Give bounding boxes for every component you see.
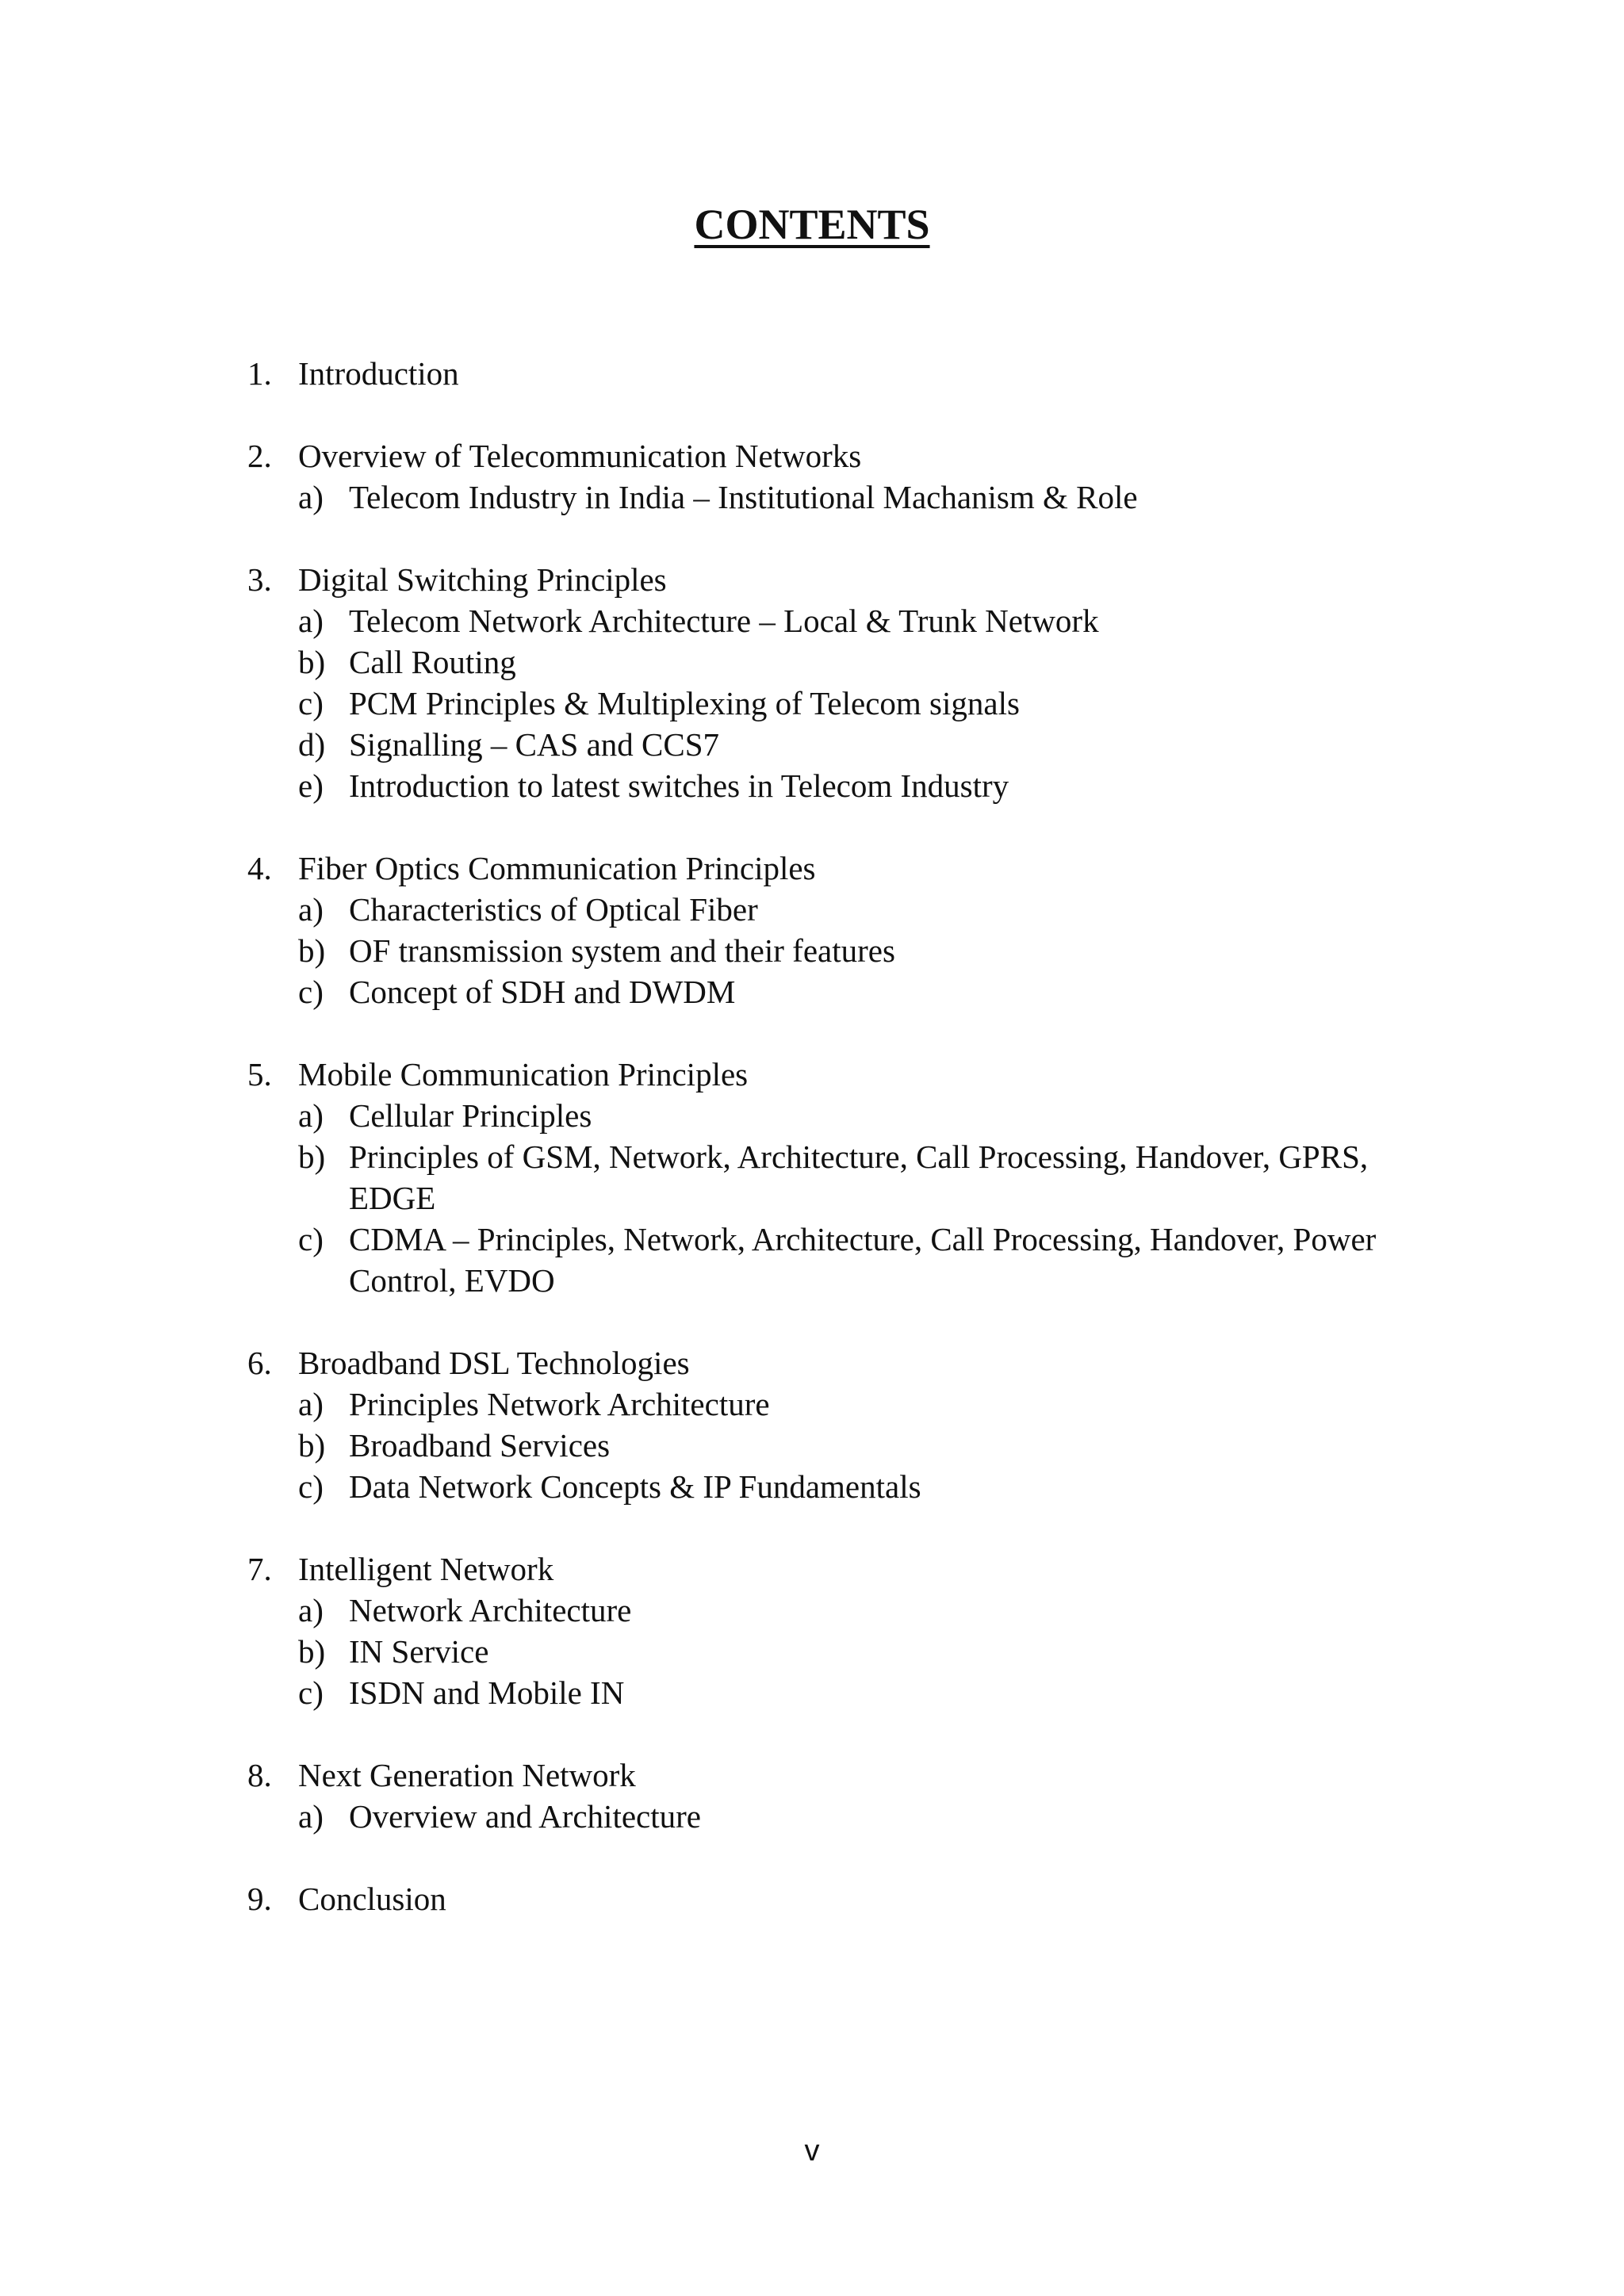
subitem-letter: c) [298,685,324,721]
section-title: Mobile Communication Principles [298,1056,749,1093]
subitem-letter: a) [298,479,324,515]
toc-section [247,435,1437,518]
page-title: CONTENTS [694,201,930,248]
subitem-letter: a) [298,1097,324,1134]
toc-section [247,353,1437,394]
section-number: 8. [247,1757,272,1793]
subitem-text: Signalling – CAS and CCS7 [349,726,720,763]
section-number: 5. [247,1056,272,1093]
toc-section [247,1878,1437,1919]
subitem-text: Data Network Concepts & IP Fundamentals [349,1468,921,1505]
toc-subitem [298,683,1437,724]
toc-subitem [298,724,1437,765]
subitem-text: Telecom Industry in India – Institutional Machanism & Role [349,479,1138,515]
toc-subitem [298,1631,1437,1672]
toc-section-heading [247,1878,1437,1919]
subitem-text: Characteristics of Optical Fiber [349,891,758,928]
page-number: v [804,2134,820,2168]
subitem-text: ISDN and Mobile IN [349,1674,625,1711]
toc-section-heading [247,1342,1437,1383]
section-number: 3. [247,561,272,598]
toc-subitem [298,1095,1437,1136]
toc-subitem [298,1383,1437,1425]
subitem-letter: a) [298,1592,324,1628]
toc-section [247,1755,1437,1837]
subitem-letter: b) [298,644,326,680]
subitem-text: Introduction to latest switches in Telecom Industry [349,767,1009,804]
subitem-text: Telecom Network Architecture – Local & Trunk Network [349,603,1099,639]
toc-subitem [298,1136,1437,1219]
section-title: Introduction [298,355,459,392]
subitem-letter: a) [298,891,324,928]
subitem-letter: a) [298,1386,324,1422]
toc-subitem [298,1672,1437,1713]
subitem-letter: d) [298,726,326,763]
subitem-text: Overview and Architecture [349,1798,701,1835]
toc-subitem [298,889,1437,930]
section-title: Overview of Telecommunication Networks [298,438,862,474]
subitem-text: CDMA – Principles, Network, Architecture, Call Processing, Handover, Power Control, EVDO [349,1221,1377,1299]
subitem-letter: b) [298,1138,326,1175]
toc-subitem [298,641,1437,683]
toc-subitem [298,1590,1437,1631]
section-title: Conclusion [298,1881,446,1917]
section-number: 4. [247,850,272,886]
toc-section [247,559,1437,806]
toc-section [247,1548,1437,1713]
subitem-text: Cellular Principles [349,1097,592,1134]
subitem-letter: c) [298,974,324,1010]
toc-section-heading [247,1755,1437,1796]
toc-section-heading [247,353,1437,394]
subitem-letter: c) [298,1674,324,1711]
subitem-letter: c) [298,1468,324,1505]
subitem-letter: b) [298,932,326,969]
toc-section-heading [247,1548,1437,1590]
table-of-contents [247,353,1437,1961]
subitem-text: IN Service [349,1633,489,1670]
section-title: Intelligent Network [298,1551,554,1587]
toc-subitem [298,476,1437,518]
subitem-text: Concept of SDH and DWDM [349,974,736,1010]
section-number: 7. [247,1551,272,1587]
section-title: Next Generation Network [298,1757,636,1793]
toc-section [247,1342,1437,1507]
toc-section [247,1054,1437,1301]
toc-section-heading [247,559,1437,600]
toc-section [247,848,1437,1012]
subitem-text: Principles of GSM, Network, Architecture, Call Processing, Handover, GPRS, EDGE [349,1138,1369,1216]
toc-section-heading [247,435,1437,476]
subitem-letter: a) [298,603,324,639]
toc-subitem [298,1466,1437,1507]
subitem-letter: b) [298,1427,326,1464]
section-number: 9. [247,1881,272,1917]
toc-subitem [298,600,1437,641]
subitem-text: Broadband Services [349,1427,611,1464]
toc-subitem [298,1796,1437,1837]
toc-section-heading [247,1054,1437,1095]
toc-subitem [298,1425,1437,1466]
toc-subitem [298,765,1437,806]
section-title: Broadband DSL Technologies [298,1345,690,1381]
subitem-letter: b) [298,1633,326,1670]
subitem-text: Call Routing [349,644,516,680]
section-number: 2. [247,438,272,474]
subitem-letter: c) [298,1221,324,1257]
subitem-letter: a) [298,1798,324,1835]
section-title: Fiber Optics Communication Principles [298,850,816,886]
subitem-text: OF transmission system and their features [349,932,895,969]
section-number: 6. [247,1345,272,1381]
section-number: 1. [247,355,272,392]
subitem-text: Network Architecture [349,1592,632,1628]
subitem-text: PCM Principles & Multiplexing of Telecom signals [349,685,1020,721]
toc-section-heading [247,848,1437,889]
subitem-text: Principles Network Architecture [349,1386,770,1422]
toc-subitem [298,971,1437,1012]
section-title: Digital Switching Principles [298,561,667,598]
toc-subitem [298,1219,1437,1301]
toc-subitem [298,930,1437,971]
subitem-letter: e) [298,767,324,804]
